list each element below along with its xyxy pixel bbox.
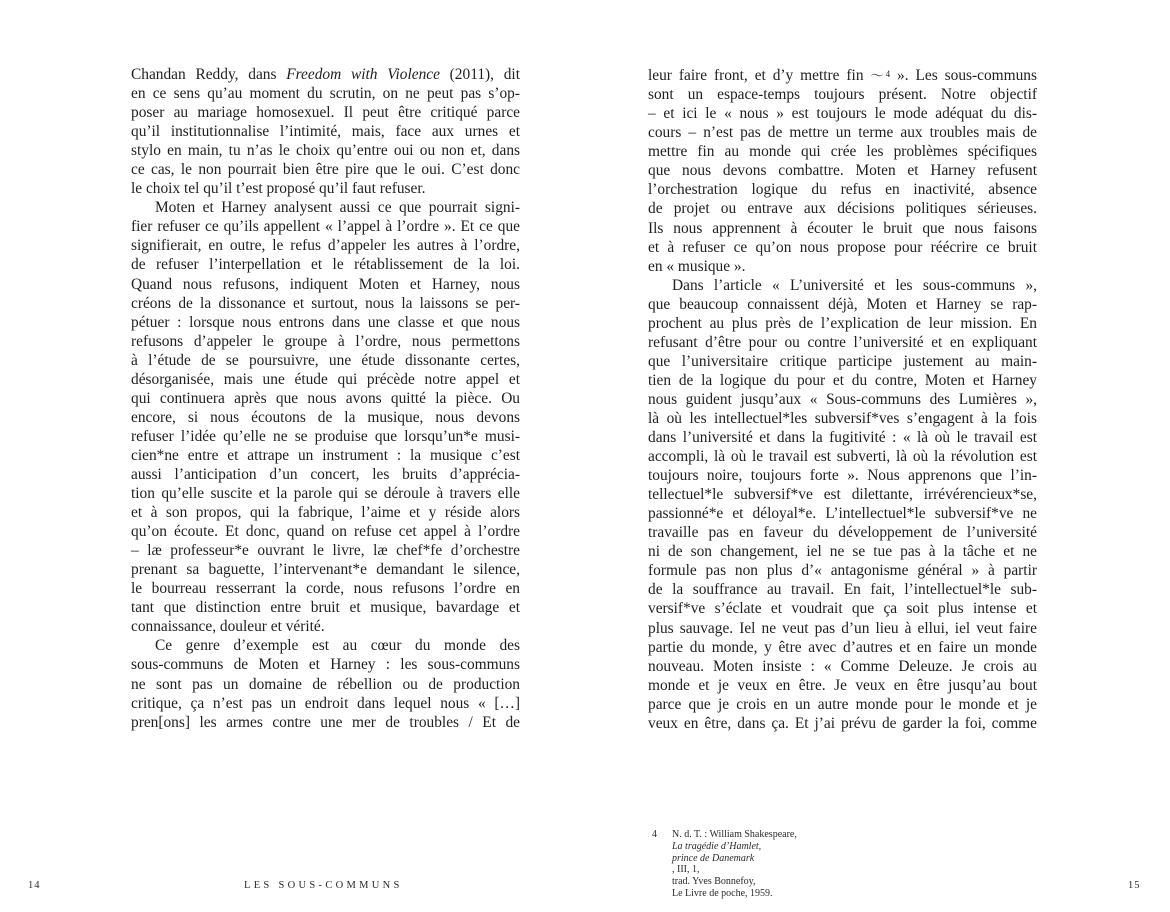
text-line <box>648 238 1037 257</box>
text-run: Quand nous refusons, indiquent Moten et Harney, nous <box>131 275 520 293</box>
text-run: désorganisée, mais une étude qui précède notre appel et <box>131 370 520 388</box>
text-run: Chandan Reddy, dans <box>131 66 287 83</box>
footnote-reference: 4 <box>885 69 891 79</box>
text-line <box>648 161 1037 180</box>
text-line <box>648 447 1037 466</box>
footnote <box>652 829 797 900</box>
text-run: tien de la logique du pour et du contre, Moten et Harney <box>648 371 1037 389</box>
text-run: le bourreau resserrant la corde, nous refusons l’ordre en <box>131 580 520 598</box>
text-line <box>648 85 1037 104</box>
text-line <box>131 503 520 522</box>
text-line <box>131 160 520 179</box>
footnote-line <box>672 888 797 900</box>
text-run: et à refuser ce qu’on nous propose pour réécrire ce bruit <box>648 238 1037 256</box>
text-line <box>131 541 520 560</box>
text-line <box>648 676 1037 695</box>
text-line <box>648 485 1037 504</box>
text-line <box>131 84 520 103</box>
text-run: poser au mariage homosexuel. Il peut être critiqué parce <box>131 104 520 122</box>
text-line <box>131 408 520 427</box>
text-run: ». Les sous-communs <box>890 67 1037 85</box>
text-run: et à son propos, qui la fabrique, l’aime et y réside alors <box>131 504 520 522</box>
text-run: versif*ve s’éclate et voudrait que ça soit plus intense et <box>648 600 1037 618</box>
text-line <box>648 123 1037 142</box>
text-line <box>648 619 1037 638</box>
text-line <box>648 657 1037 676</box>
text-run: pétuer : lorsque nous entrons dans une classe et que nous <box>131 313 520 331</box>
text-line <box>648 504 1037 523</box>
text-run: trad. Yves Bonnefoy, <box>672 876 756 888</box>
text-run: prochent au plus près de l’explication de leur mission. En <box>648 314 1037 332</box>
italic-text: prince de Danemark <box>672 852 755 864</box>
text-run: sont un espace-temps toujours présent. Notre objectif <box>648 86 1037 104</box>
text-run: prenant sa baguette, l’intervenant*e demandant le silence, <box>131 561 520 579</box>
text-run: de projet ou entrave aux décisions politiques sérieuses. <box>648 200 1037 218</box>
text-run: qu’on écoute. Et donc, quand on refuse cet appel à l’ordre <box>131 523 520 541</box>
text-run: 〜 <box>870 68 886 84</box>
text-line <box>131 313 520 332</box>
text-line <box>648 695 1037 714</box>
text-run: qui continuera après que nous avons quitté la pièce. Ou <box>131 389 520 407</box>
text-line <box>131 141 520 160</box>
text-run: à l’étude de se poursuivre, une étude dissonante certes, <box>131 351 520 369</box>
page-number-right: 15 <box>1128 880 1141 891</box>
text-line <box>131 236 520 255</box>
text-line <box>648 352 1037 371</box>
italic-text: La tragédie d’Hamlet, <box>672 840 762 852</box>
text-run: l’orchestration logique du refus en inactivité, absence <box>648 181 1037 199</box>
text-line <box>131 579 520 598</box>
text-line <box>131 636 520 655</box>
text-line <box>131 446 520 465</box>
text-run: dans l’université et dans la fugitivité : « là où le travail est <box>648 429 1037 447</box>
text-line <box>648 257 1037 276</box>
italic-text: Freedom with Violence <box>286 66 440 83</box>
text-run: refuser l’idée qu’elle ne se produise que lorsqu’un*e musi- <box>131 427 520 445</box>
footnote-line <box>672 853 797 877</box>
text-line <box>131 484 520 503</box>
text-line <box>648 638 1037 657</box>
text-line <box>131 598 520 617</box>
text-run: – læ professeur*e ouvrant le livre, læ chef*fe d’orchestre <box>131 542 520 560</box>
text-run: ne sont pas un domaine de rébellion ou de production <box>131 675 520 693</box>
text-run: fier refuser ce qu’ils appellent « l’appel à l’ordre ». Et ce que <box>131 218 520 236</box>
text-run: passionné*e et déloyal*e. L’intellectuel*le subversif*ve ne <box>648 505 1037 523</box>
text-line <box>648 409 1037 428</box>
text-run: mettre fin au monde qui crée les problèmes spécifiques <box>648 143 1037 161</box>
text-run: que l’universitaire critique participe justement au main- <box>648 352 1037 370</box>
text-run: tant que distinction entre bruit et musique, bavardage et <box>131 599 520 617</box>
text-line <box>648 523 1037 542</box>
text-line <box>131 275 520 294</box>
text-line <box>648 180 1037 199</box>
text-line <box>648 561 1037 580</box>
text-line <box>648 314 1037 333</box>
footnote-line <box>672 841 797 853</box>
text-run: Ce genre d’exemple est au cœur du monde des <box>155 637 520 655</box>
footnote-line <box>672 876 797 888</box>
text-run: , III, 1, <box>672 864 700 876</box>
footnote-body <box>672 829 797 900</box>
text-line <box>648 104 1037 123</box>
text-run: critique, ça n’est pas un endroit dans lequel nous « […] <box>131 694 520 712</box>
text-run: parce que je crois en un autre monde pour le monde et je <box>648 695 1037 713</box>
text-line <box>131 713 520 732</box>
text-line <box>131 389 520 408</box>
text-run: leur faire front, et d’y mettre fin <box>648 67 871 85</box>
text-run: créons de la dissonance et surtout, nous la laissons se per- <box>131 294 520 312</box>
text-line <box>131 65 520 84</box>
text-run: formule pas non plus d’« antagonisme général » à partir <box>648 562 1037 580</box>
text-run: accompli, là où le travail est subverti, là où la révolution est <box>648 448 1037 466</box>
text-line <box>648 580 1037 599</box>
text-line <box>131 522 520 541</box>
text-run: refusant d’être pour ou contre l’université et en expliquant <box>648 333 1037 351</box>
text-line <box>131 617 520 636</box>
text-run: de la souffrance au travail. En fait, l’intellectuel*le sub- <box>648 581 1037 599</box>
text-run: refusons d’appeler le groupe à l’ordre, nous permettons <box>131 332 520 350</box>
text-line <box>648 599 1037 618</box>
text-run: N. d. T. : William Shakespeare, <box>672 829 797 840</box>
text-line <box>131 427 520 446</box>
text-line <box>131 294 520 313</box>
text-line <box>648 65 1037 85</box>
text-line <box>131 694 520 713</box>
text-run: sous-communs de Moten et Harney : les sous-communs <box>131 656 520 674</box>
text-run: le choix tel qu’il t’est proposé qu’il faut refuser. <box>131 180 426 198</box>
text-line <box>648 466 1037 485</box>
text-line <box>131 179 520 198</box>
text-line <box>131 351 520 370</box>
text-run: Dans l’article « L’université et les sous-communs », <box>672 276 1037 294</box>
text-run: monde et je veux en être. Je veux en être jusqu’au bout <box>648 676 1037 694</box>
text-run: que nous devons combattre. Moten et Harney refusent <box>648 162 1037 180</box>
text-line <box>131 655 520 674</box>
text-run: pren[ons] les armes contre une mer de troubles / Et de <box>131 713 520 731</box>
text-run: aussi l’anticipation d’un concert, les bruits d’apprécia- <box>131 465 520 483</box>
text-run: en ce sens qu’au moment du scrutin, on ne peut pas s’op- <box>131 85 520 103</box>
text-run: nous guident jusqu’aux « Sous-communs des Lumières », <box>648 390 1037 408</box>
text-line <box>131 122 520 141</box>
text-run: qu’il institutionnalise l’intimité, mais, face aux urnes et <box>131 123 520 141</box>
text-run: cien*ne entre et attrape un instrument : la musique c’est <box>131 446 520 464</box>
text-line <box>131 465 520 484</box>
text-run: nouveau. Moten insiste : « Comme Deleuze. Je crois au <box>648 657 1037 675</box>
text-run: tellectuel*le subversif*ve est dilettante, irrévérencieux*se, <box>648 486 1037 504</box>
text-line <box>131 332 520 351</box>
text-run: en « musique ». <box>648 257 746 275</box>
text-line <box>131 370 520 389</box>
text-line <box>131 217 520 236</box>
text-run: travaille pas en faveur du développement de l’université <box>648 524 1037 542</box>
text-line <box>131 103 520 122</box>
text-run: veux en être, dans ça. Et j’ai prévu de garder la foi, comme <box>648 714 1037 732</box>
text-line <box>131 255 520 274</box>
text-run: Moten et Harney analysent aussi ce que pourrait signi- <box>155 199 520 217</box>
text-run: ni de son changement, iel ne se tue pas à la tâche et ne <box>648 543 1037 561</box>
text-run: connaissance, douleur et vérité. <box>131 618 325 636</box>
text-line <box>648 333 1037 352</box>
text-line <box>648 371 1037 390</box>
text-run: ce cas, le non pourrait bien être pire que le oui. C’est donc <box>131 161 520 179</box>
running-head: LES SOUS-COMMUNS <box>244 880 403 891</box>
left-body-text <box>131 65 520 732</box>
text-line <box>131 198 520 217</box>
text-run: stylo en main, tu n’as le choix qu’entre oui ou non et, dans <box>131 142 520 160</box>
text-line <box>648 428 1037 447</box>
text-run: signifierait, en outre, le refus d’appeler les autres à l’ordre, <box>131 237 520 255</box>
text-run: tion qu’elle suscite et la parole qui se déroule à travers elle <box>131 485 520 503</box>
text-run: toujours noire, toujours forte ». Nous apprenons que l’in- <box>648 467 1037 485</box>
text-line <box>648 390 1037 409</box>
text-line <box>648 295 1037 314</box>
footnote-number: 4 <box>652 829 657 840</box>
text-run: (2011), dit <box>439 66 520 83</box>
text-run: cours – n’est pas de mettre un terme aux troubles mais de <box>648 124 1037 142</box>
text-line <box>648 219 1037 238</box>
text-run: là où les intellectuel*les subversif*ves s’engagent à la fois <box>648 409 1037 427</box>
page-number-left: 14 <box>28 880 41 891</box>
text-line <box>648 542 1037 561</box>
text-run: de refuser l’interpellation et le rétablissement de la loi. <box>131 256 520 274</box>
text-run: plus sauvage. Iel ne veut pas d’un lieu à ellui, iel veut faire <box>648 619 1037 637</box>
text-run: partie du monde, y être avec d’autres et en faire un monde <box>648 638 1037 656</box>
text-run: – et ici le « nous » est toujours le mode adéquat du dis- <box>648 105 1037 123</box>
text-line <box>131 675 520 694</box>
text-run: Ils nous apprennent à écouter le bruit que nous faisons <box>648 219 1037 237</box>
right-page <box>585 0 1170 912</box>
footnote-line <box>672 829 797 841</box>
text-line <box>648 199 1037 218</box>
text-run: que beaucoup connaissent déjà, Moten et Harney se rap- <box>648 295 1037 313</box>
text-run: Le Livre de poche, 1959. <box>672 887 773 899</box>
text-line <box>131 560 520 579</box>
text-line <box>648 276 1037 295</box>
text-line <box>648 714 1037 733</box>
text-run: encore, si nous écoutons de la musique, nous devons <box>131 408 520 426</box>
text-line <box>648 142 1037 161</box>
right-body-text <box>648 65 1037 733</box>
